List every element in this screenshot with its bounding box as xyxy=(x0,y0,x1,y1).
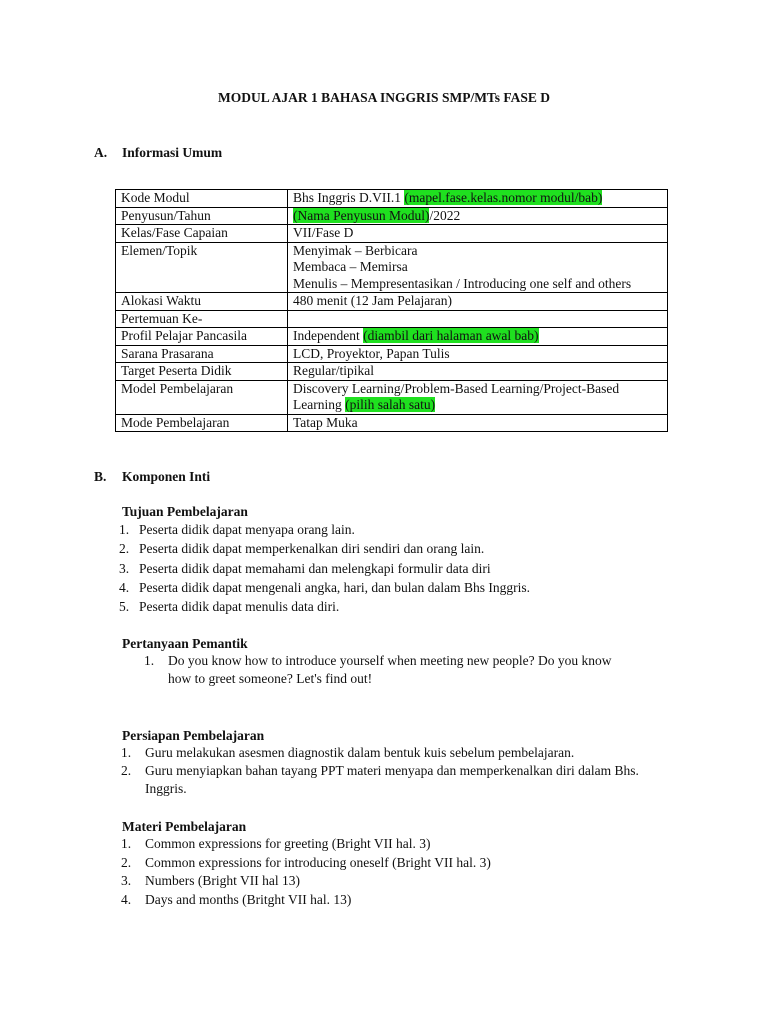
list-item-text: Guru melakukan asesmen diagnostik dalam bentuk kuis sebelum pembelajaran. xyxy=(145,745,575,760)
list-item-text: Do you know how to introduce yourself when meeting new people? Do you know xyxy=(168,653,612,668)
list-item-text: Peserta didik dapat memahami dan melengkapi formulir data diri xyxy=(139,560,491,576)
list-item-text: Numbers (Bright VII hal 13) xyxy=(145,873,300,888)
table-row xyxy=(116,242,668,293)
table-row xyxy=(116,190,668,208)
highlight-note: (diambil dari halaman awal bab) xyxy=(363,328,539,343)
value-text: Bhs Inggris D.VII.1 xyxy=(293,190,405,205)
table-row xyxy=(116,310,668,328)
materi-list xyxy=(121,835,491,909)
list-item: 1. Peserta didik dapat menyapa orang lain. xyxy=(119,522,355,537)
list-item: 3. Peserta didik dapat memahami dan melengkapi formulir data diri xyxy=(119,560,491,576)
row-label: Model Pembelajaran xyxy=(116,380,288,414)
list-item: 2. Peserta didik dapat memperkenalkan diri sendiri dan orang lain. xyxy=(119,541,485,557)
row-label: Penyusun/Tahun xyxy=(116,207,288,225)
table-row xyxy=(116,363,668,381)
list-item-text: Peserta didik dapat mengenali angka, hari, dan bulan dalam Bhs Inggris. xyxy=(139,579,531,595)
list-item-text: Peserta didik dapat menyapa orang lain. xyxy=(139,522,355,537)
row-label: Target Peserta Didik xyxy=(116,363,288,381)
row-value: 480 menit (12 Jam Pelajaran) xyxy=(288,293,668,311)
list-item: 5. Peserta didik dapat menulis data diri. xyxy=(119,599,340,615)
value-line: Menyimak – Berbicara xyxy=(293,242,418,258)
section-a-letter: A. xyxy=(94,145,108,160)
value-text: Discovery Learning/Problem-Based Learning/Project-Based Learning xyxy=(293,380,620,412)
row-value: VII/Fase D xyxy=(288,225,668,243)
pemantik-heading: Pertanyaan Pemantik xyxy=(122,636,248,651)
row-value xyxy=(288,207,668,225)
list-item-text: Guru menyiapkan bahan tayang PPT materi menyapa dan memperkenalkan diri dalam Bhs. Inggris. xyxy=(145,763,639,796)
row-value xyxy=(288,380,668,414)
list-item: 2. Guru menyiapkan bahan tayang PPT materi menyapa dan memperkenalkan diri dalam Bhs. Inggris. xyxy=(121,763,639,796)
value-text: Independent xyxy=(293,328,364,343)
list-item: 1. Guru melakukan asesmen diagnostik dalam bentuk kuis sebelum pembelajaran. xyxy=(121,745,575,760)
section-a-title: Informasi Umum xyxy=(122,145,223,160)
persiapan-heading: Persiapan Pembelajaran xyxy=(122,728,265,743)
list-item: 4. Days and months (Britght VII hal. 13) xyxy=(121,891,352,907)
list-item: 1. Do you know how to introduce yourself when meeting new people? Do you know how to greet someone? Let's find out! xyxy=(168,652,648,688)
row-value xyxy=(288,328,668,346)
row-value: Regular/tipikal xyxy=(288,363,668,381)
row-label: Elemen/Topik xyxy=(116,242,288,293)
list-item: 3. Numbers (Bright VII hal 13) xyxy=(121,873,300,888)
row-label: Alokasi Waktu xyxy=(116,293,288,311)
list-item-text: Peserta didik dapat menulis data diri. xyxy=(139,599,340,615)
section-b-title: Komponen Inti xyxy=(122,469,211,484)
list-item-text: how to greet someone? Let's find out! xyxy=(168,671,373,686)
row-value: LCD, Proyektor, Papan Tulis xyxy=(288,345,668,363)
list-item: 4. Peserta didik dapat mengenali angka, hari, dan bulan dalam Bhs Inggris. xyxy=(119,579,531,595)
row-value xyxy=(288,190,668,208)
section-b-letter: B. xyxy=(94,469,107,484)
row-label: Sarana Prasarana xyxy=(116,345,288,363)
highlight-note: (pilih salah satu) xyxy=(345,397,436,412)
materi-heading: Materi Pembelajaran xyxy=(122,819,247,834)
list-item-text: Peserta didik dapat memperkenalkan diri sendiri dan orang lain. xyxy=(139,541,485,557)
table-row xyxy=(116,345,668,363)
pemantik-list xyxy=(144,652,648,688)
value-line: Menulis – Mempresentasikan / Introducing one self and others xyxy=(293,275,632,291)
page-title: MODUL AJAR 1 BAHASA INGGRIS SMP/MTs FASE D xyxy=(218,90,550,105)
table-row xyxy=(116,225,668,243)
list-item: 1. Common expressions for greeting (Bright VII hal. 3) xyxy=(121,836,431,851)
table-row xyxy=(116,414,668,432)
highlight-note: (mapel.fase.kelas.nomor modul/bab) xyxy=(404,190,603,205)
tujuan-heading: Tujuan Pembelajaran xyxy=(122,504,248,519)
tujuan-list xyxy=(119,520,531,616)
list-item: 2. Common expressions for introducing oneself (Bright VII hal. 3) xyxy=(121,854,491,870)
row-value xyxy=(288,310,668,328)
row-label: Pertemuan Ke- xyxy=(116,310,288,328)
table-row xyxy=(116,328,668,346)
value-line: Membaca – Memirsa xyxy=(293,259,408,274)
value-text: /2022 xyxy=(429,207,461,223)
row-label: Profil Pelajar Pancasila xyxy=(116,328,288,346)
row-value xyxy=(288,242,668,293)
table-row xyxy=(116,380,668,414)
list-item-text: Days and months (Britght VII hal. 13) xyxy=(145,891,352,907)
persiapan-list xyxy=(121,744,645,798)
list-item-text: Common expressions for introducing oneself (Bright VII hal. 3) xyxy=(145,854,491,870)
row-value: Tatap Muka xyxy=(288,414,668,432)
info-table xyxy=(115,189,668,432)
highlight-note: (Nama Penyusun Modul) xyxy=(293,207,430,223)
row-label: Kode Modul xyxy=(116,190,288,208)
table-row xyxy=(116,207,668,225)
table-row xyxy=(116,293,668,311)
row-label: Mode Pembelajaran xyxy=(116,414,288,432)
row-label: Kelas/Fase Capaian xyxy=(116,225,288,243)
section-b-heading xyxy=(94,468,210,485)
list-item-text: Common expressions for greeting (Bright VII hal. 3) xyxy=(145,836,431,851)
section-a-heading xyxy=(94,144,222,161)
